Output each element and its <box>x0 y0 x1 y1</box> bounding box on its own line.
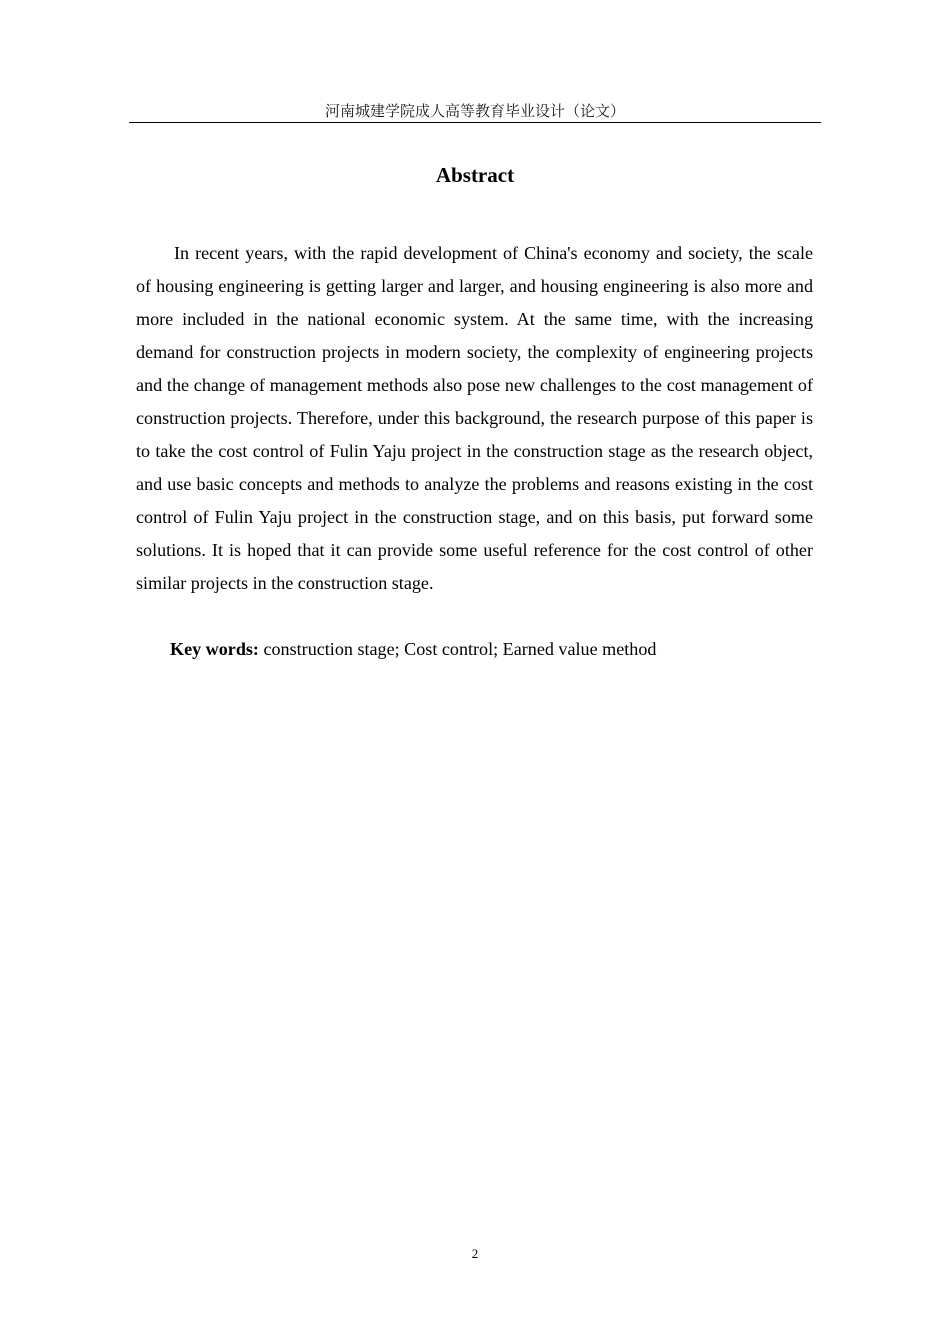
keywords-line <box>136 633 813 666</box>
abstract-body: In recent years, with the rapid development of China's economy and society, the scale of housing engineering is getting larger and larger, and housing engineering is also more and more included in the national economic system. At the same time, with the increasing demand for construction projects in modern society, the complexity of engineering projects and the change of management methods also pose new challenges to the cost management of construction projects. Therefore, under this background, the research purpose of this paper is to take the cost control of Fulin Yaju project in the construction stage as the research object, and use basic concepts and methods to analyze the problems and reasons existing in the cost control of Fulin Yaju project in the construction stage, and on this basis, put forward some solutions. It is hoped that it can provide some useful reference for the cost control of other similar projects in the construction stage. <box>136 243 813 593</box>
page-number: 2 <box>471 1246 479 1261</box>
keywords-value: construction stage; Cost control; Earned value method <box>258 639 657 659</box>
running-header: 河南城建学院成人高等教育毕业设计（论文） <box>324 102 625 120</box>
keywords-label: Key words: <box>170 639 259 659</box>
header-rule <box>129 122 821 123</box>
abstract-title: Abstract <box>435 163 515 187</box>
